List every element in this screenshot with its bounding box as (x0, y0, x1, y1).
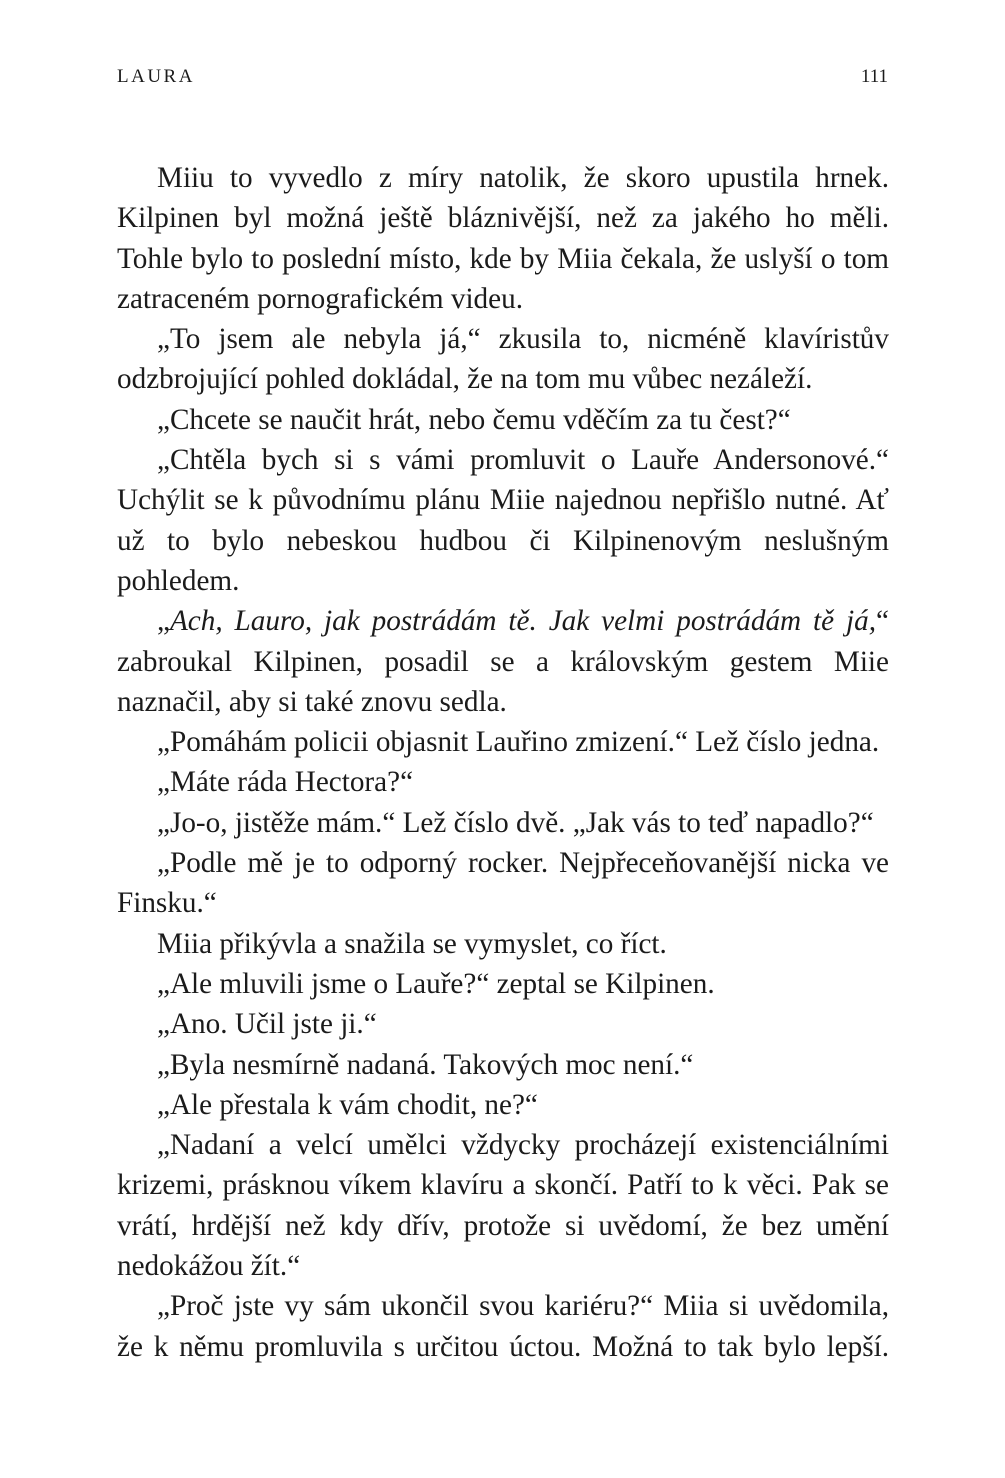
paragraph: „Ano. Učil jste ji.“ (157, 1008, 377, 1041)
paragraph-italic-quote (117, 601, 889, 722)
paragraph: „Ale přestala k vám chodit, ne?“ (157, 1088, 538, 1121)
paragraph: „Chtěla bych si s vámi promluvit o Lauře Andersonové.“ Uchýlit se k původnímu plánu Miie najednou nepřišlo nutné. Ať už to bylo nebeskou hudbou či Kilpinenovým neslušným pohledem. (117, 444, 889, 597)
italic-quote: Ach, Lauro, jak postrádám tě. Jak velmi postrádám tě já, (169, 605, 877, 638)
paragraph: „Nadaní a velcí umělci vždycky procházejí existenciálními krizemi, prásknou víkem klavíru a skončí. Patří to k věci. Pak se vrátí, hrdější než kdy dřív, protože si uvědomí, že bez umění nedokážou žít.“ (117, 1129, 889, 1283)
paragraph: „Chcete se naučit hrát, nebo čemu vděčím za tu čest?“ (157, 403, 791, 436)
paragraph: „To jsem ale nebyla já,“ zkusila to, nicméně klavíristův odzbrojující pohled dokládal, že na tom mu vůbec nezáleží. (117, 323, 889, 396)
quote-rest: “ zabroukal Kilpinen, posadil se a královským gestem Miie naznačil, aby si také znovu sedla. (117, 605, 889, 718)
chapter-title: LAURA (117, 66, 195, 87)
quote-open: „ (157, 605, 170, 638)
running-header (117, 66, 888, 90)
final-paragraph-wrap (117, 1286, 889, 1367)
paragraph: Miia přikývla a snažila se vymyslet, co říct. (157, 927, 667, 960)
page-number: 111 (860, 66, 888, 87)
paragraph: „Podle mě je to odporný rocker. Nejpřeceňovanější nicka ve Finsku.“ (117, 847, 889, 920)
paragraph: Miiu to vyvedlo z míry natolik, že skoro upustila hrnek. Kilpinen byl možná ještě bláznivější, než za jakého ho měli. Tohle bylo to poslední místo, kde by Miia čekala, že uslyší o tom zatraceném pornografickém videu. (117, 162, 889, 315)
paragraph: „Jo-o, jistěže mám.“ Lež číslo dvě. „Jak vás to teď napadlo?“ (157, 806, 874, 839)
paragraph: „Pomáhám policii objasnit Lauřino zmizení.“ Lež číslo jedna. (157, 726, 880, 759)
paragraph: „Máte ráda Hectora?“ (157, 766, 414, 799)
body-text (117, 158, 889, 1367)
paragraph: „Ale mluvili jsme o Lauře?“ zeptal se Kilpinen. (157, 967, 715, 1000)
paragraph: „Byla nesmírně nadaná. Takových moc není.“ (157, 1048, 694, 1081)
paragraph: „Proč jste vy sám ukončil svou kariéru?“ Miia si uvědomila, že k němu promluvila s určitou úctou. Možná to tak bylo lepší. (117, 1290, 889, 1363)
